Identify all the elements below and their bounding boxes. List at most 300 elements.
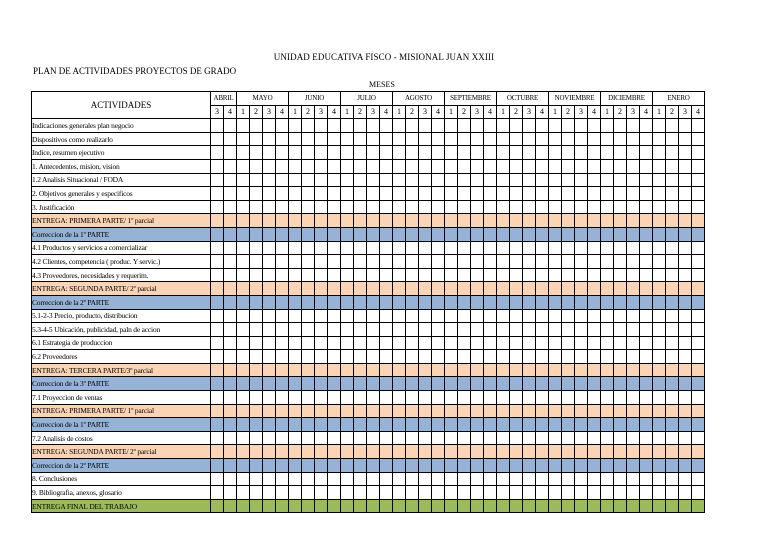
schedule-cell bbox=[588, 200, 601, 214]
schedule-cell bbox=[419, 268, 432, 282]
schedule-cell bbox=[367, 173, 380, 187]
schedule-cell bbox=[419, 363, 432, 377]
schedule-cell bbox=[666, 486, 679, 500]
schedule-cell bbox=[263, 486, 276, 500]
schedule-cell bbox=[289, 241, 302, 255]
schedule-cell bbox=[393, 241, 406, 255]
schedule-cell bbox=[237, 499, 250, 513]
schedule-cell bbox=[224, 173, 237, 187]
schedule-cell bbox=[250, 499, 263, 513]
schedule-cell bbox=[666, 173, 679, 187]
schedule-cell bbox=[601, 309, 614, 323]
schedule-cell bbox=[354, 187, 367, 201]
schedule-cell bbox=[289, 418, 302, 432]
schedule-cell bbox=[575, 187, 588, 201]
schedule-cell bbox=[237, 159, 250, 173]
schedule-cell bbox=[328, 187, 341, 201]
month-header-abril: ABRIL bbox=[211, 92, 237, 106]
schedule-cell bbox=[341, 241, 354, 255]
schedule-cell bbox=[484, 119, 497, 133]
schedule-cell bbox=[289, 187, 302, 201]
schedule-cell bbox=[471, 255, 484, 269]
schedule-cell bbox=[367, 227, 380, 241]
schedule-cell bbox=[302, 404, 315, 418]
schedule-cell bbox=[601, 404, 614, 418]
schedule-cell bbox=[575, 323, 588, 337]
schedule-cell bbox=[354, 445, 367, 459]
schedule-cell bbox=[653, 132, 666, 146]
schedule-cell bbox=[406, 418, 419, 432]
schedule-cell bbox=[302, 350, 315, 364]
schedule-cell bbox=[653, 431, 666, 445]
schedule-cell bbox=[692, 391, 705, 405]
schedule-cell bbox=[510, 187, 523, 201]
schedule-cell bbox=[224, 159, 237, 173]
schedule-cell bbox=[497, 173, 510, 187]
schedule-cell bbox=[406, 309, 419, 323]
schedule-cell bbox=[497, 472, 510, 486]
schedule-cell bbox=[393, 268, 406, 282]
schedule-cell bbox=[341, 472, 354, 486]
activity-row-entrega bbox=[32, 445, 705, 459]
schedule-cell bbox=[497, 146, 510, 160]
schedule-cell bbox=[341, 499, 354, 513]
schedule-cell bbox=[549, 187, 562, 201]
schedule-cell bbox=[302, 377, 315, 391]
schedule-cell bbox=[458, 431, 471, 445]
schedule-cell bbox=[653, 445, 666, 459]
schedule-cell bbox=[575, 499, 588, 513]
schedule-cell bbox=[601, 146, 614, 160]
schedule-cell bbox=[536, 404, 549, 418]
schedule-cell bbox=[328, 391, 341, 405]
schedule-cell bbox=[549, 363, 562, 377]
activity-row-normal bbox=[32, 255, 705, 269]
schedule-cell bbox=[471, 418, 484, 432]
schedule-cell bbox=[471, 486, 484, 500]
schedule-cell bbox=[302, 241, 315, 255]
schedule-cell bbox=[445, 363, 458, 377]
schedule-cell bbox=[653, 323, 666, 337]
schedule-cell bbox=[679, 309, 692, 323]
schedule-cell bbox=[549, 459, 562, 473]
schedule-cell bbox=[614, 418, 627, 432]
schedule-cell bbox=[354, 377, 367, 391]
schedule-cell bbox=[679, 255, 692, 269]
schedule-cell bbox=[666, 227, 679, 241]
schedule-cell bbox=[679, 431, 692, 445]
schedule-cell bbox=[406, 241, 419, 255]
schedule-cell bbox=[653, 227, 666, 241]
week-number: 4 bbox=[276, 105, 289, 119]
schedule-cell bbox=[224, 146, 237, 160]
schedule-cell bbox=[562, 282, 575, 296]
schedule-cell bbox=[458, 159, 471, 173]
schedule-cell bbox=[679, 350, 692, 364]
schedule-cell bbox=[393, 499, 406, 513]
activity-label: 4.1 Productos y servicios a comercializar bbox=[32, 241, 211, 255]
schedule-cell bbox=[419, 119, 432, 133]
month-header-row bbox=[32, 92, 705, 106]
schedule-cell bbox=[536, 418, 549, 432]
schedule-cell bbox=[523, 404, 536, 418]
schedule-cell bbox=[549, 309, 562, 323]
schedule-cell bbox=[367, 241, 380, 255]
schedule-cell bbox=[458, 309, 471, 323]
schedule-cell bbox=[640, 132, 653, 146]
schedule-cell bbox=[367, 268, 380, 282]
schedule-cell bbox=[250, 472, 263, 486]
schedule-cell bbox=[679, 445, 692, 459]
schedule-cell bbox=[549, 132, 562, 146]
schedule-cell bbox=[497, 459, 510, 473]
schedule-cell bbox=[471, 146, 484, 160]
schedule-cell bbox=[575, 472, 588, 486]
schedule-cell bbox=[471, 241, 484, 255]
schedule-cell bbox=[614, 472, 627, 486]
schedule-cell bbox=[419, 418, 432, 432]
schedule-cell bbox=[458, 445, 471, 459]
schedule-cell bbox=[653, 459, 666, 473]
schedule-cell bbox=[237, 363, 250, 377]
schedule-cell bbox=[354, 132, 367, 146]
schedule-cell bbox=[276, 187, 289, 201]
schedule-cell bbox=[393, 404, 406, 418]
schedule-cell bbox=[640, 200, 653, 214]
week-number: 2 bbox=[302, 105, 315, 119]
schedule-cell bbox=[458, 472, 471, 486]
week-number: 1 bbox=[237, 105, 250, 119]
activity-label: 8. Conclusiones bbox=[32, 472, 211, 486]
schedule-cell bbox=[302, 445, 315, 459]
schedule-cell bbox=[276, 227, 289, 241]
schedule-cell bbox=[380, 309, 393, 323]
schedule-cell bbox=[237, 377, 250, 391]
schedule-cell bbox=[237, 119, 250, 133]
schedule-cell bbox=[432, 377, 445, 391]
schedule-cell bbox=[575, 336, 588, 350]
schedule-cell bbox=[510, 431, 523, 445]
schedule-cell bbox=[601, 187, 614, 201]
schedule-cell bbox=[263, 255, 276, 269]
schedule-cell bbox=[341, 391, 354, 405]
activity-label: 3. Justificación bbox=[32, 200, 211, 214]
schedule-cell bbox=[666, 214, 679, 228]
schedule-cell bbox=[276, 459, 289, 473]
schedule-cell bbox=[315, 445, 328, 459]
schedule-cell bbox=[549, 255, 562, 269]
schedule-cell bbox=[497, 309, 510, 323]
schedule-cell bbox=[484, 282, 497, 296]
schedule-cell bbox=[627, 159, 640, 173]
schedule-cell bbox=[601, 499, 614, 513]
schedule-cell bbox=[679, 173, 692, 187]
schedule-cell bbox=[250, 159, 263, 173]
schedule-cell bbox=[536, 119, 549, 133]
schedule-cell bbox=[458, 336, 471, 350]
schedule-cell bbox=[692, 255, 705, 269]
schedule-cell bbox=[510, 309, 523, 323]
schedule-cell bbox=[419, 499, 432, 513]
schedule-cell bbox=[393, 445, 406, 459]
schedule-cell bbox=[289, 391, 302, 405]
schedule-cell bbox=[523, 336, 536, 350]
schedule-cell bbox=[315, 268, 328, 282]
schedule-cell bbox=[276, 486, 289, 500]
schedule-cell bbox=[328, 350, 341, 364]
schedule-cell bbox=[549, 404, 562, 418]
schedule-cell bbox=[393, 159, 406, 173]
schedule-cell bbox=[666, 472, 679, 486]
schedule-cell bbox=[536, 268, 549, 282]
schedule-cell bbox=[276, 336, 289, 350]
month-header-julio: JULIO bbox=[341, 92, 393, 106]
schedule-cell bbox=[497, 268, 510, 282]
schedule-cell bbox=[432, 295, 445, 309]
schedule-cell bbox=[627, 499, 640, 513]
week-number: 4 bbox=[692, 105, 705, 119]
schedule-cell bbox=[562, 214, 575, 228]
activity-label: 9. Bibliografia, anexos, glosario bbox=[32, 486, 211, 500]
schedule-cell bbox=[302, 486, 315, 500]
schedule-cell bbox=[549, 499, 562, 513]
schedule-cell bbox=[393, 486, 406, 500]
schedule-cell bbox=[692, 146, 705, 160]
schedule-cell bbox=[224, 282, 237, 296]
activity-label: 5.1-2-3 Precio, producto, distribucion bbox=[32, 309, 211, 323]
schedule-cell bbox=[640, 418, 653, 432]
schedule-cell bbox=[484, 309, 497, 323]
schedule-cell bbox=[497, 323, 510, 337]
schedule-cell bbox=[679, 459, 692, 473]
schedule-cell bbox=[497, 132, 510, 146]
schedule-cell bbox=[354, 309, 367, 323]
schedule-cell bbox=[679, 227, 692, 241]
schedule-cell bbox=[484, 159, 497, 173]
schedule-cell bbox=[588, 323, 601, 337]
week-number: 4 bbox=[588, 105, 601, 119]
schedule-cell bbox=[679, 146, 692, 160]
schedule-cell bbox=[666, 159, 679, 173]
schedule-cell bbox=[562, 336, 575, 350]
schedule-cell bbox=[653, 187, 666, 201]
schedule-cell bbox=[679, 119, 692, 133]
schedule-cell bbox=[640, 486, 653, 500]
schedule-cell bbox=[640, 159, 653, 173]
schedule-cell bbox=[588, 472, 601, 486]
schedule-cell bbox=[640, 499, 653, 513]
schedule-cell bbox=[458, 268, 471, 282]
schedule-cell bbox=[380, 146, 393, 160]
schedule-cell bbox=[627, 200, 640, 214]
schedule-cell bbox=[640, 363, 653, 377]
schedule-cell bbox=[445, 377, 458, 391]
schedule-cell bbox=[679, 499, 692, 513]
schedule-cell bbox=[562, 486, 575, 500]
schedule-cell bbox=[679, 132, 692, 146]
schedule-cell bbox=[393, 187, 406, 201]
schedule-cell bbox=[289, 472, 302, 486]
schedule-cell bbox=[328, 472, 341, 486]
schedule-cell bbox=[367, 159, 380, 173]
schedule-cell bbox=[354, 214, 367, 228]
schedule-cell bbox=[614, 295, 627, 309]
schedule-cell bbox=[328, 459, 341, 473]
schedule-cell bbox=[393, 431, 406, 445]
week-number: 3 bbox=[627, 105, 640, 119]
schedule-cell bbox=[211, 119, 224, 133]
schedule-cell bbox=[211, 472, 224, 486]
activity-label: Correccion de la 1º PARTE bbox=[32, 418, 211, 432]
schedule-cell bbox=[692, 377, 705, 391]
schedule-cell bbox=[406, 200, 419, 214]
schedule-cell bbox=[237, 241, 250, 255]
schedule-cell bbox=[575, 119, 588, 133]
schedule-cell bbox=[640, 472, 653, 486]
schedule-cell bbox=[666, 309, 679, 323]
schedule-cell bbox=[445, 214, 458, 228]
schedule-cell bbox=[432, 309, 445, 323]
schedule-cell bbox=[614, 499, 627, 513]
schedule-cell bbox=[692, 445, 705, 459]
schedule-cell bbox=[432, 173, 445, 187]
schedule-cell bbox=[627, 350, 640, 364]
schedule-cell bbox=[250, 132, 263, 146]
schedule-cell bbox=[354, 472, 367, 486]
schedule-cell bbox=[393, 214, 406, 228]
schedule-cell bbox=[367, 295, 380, 309]
schedule-cell bbox=[562, 309, 575, 323]
schedule-cell bbox=[393, 146, 406, 160]
schedule-cell bbox=[263, 418, 276, 432]
schedule-cell bbox=[549, 418, 562, 432]
schedule-cell bbox=[354, 350, 367, 364]
activity-row-normal bbox=[32, 187, 705, 201]
week-number: 4 bbox=[640, 105, 653, 119]
schedule-cell bbox=[393, 282, 406, 296]
schedule-cell bbox=[497, 159, 510, 173]
schedule-cell bbox=[614, 377, 627, 391]
schedule-cell bbox=[523, 119, 536, 133]
schedule-cell bbox=[445, 418, 458, 432]
schedule-cell bbox=[432, 200, 445, 214]
schedule-cell bbox=[276, 159, 289, 173]
schedule-cell bbox=[601, 173, 614, 187]
schedule-cell bbox=[666, 282, 679, 296]
schedule-cell bbox=[679, 159, 692, 173]
schedule-cell bbox=[328, 377, 341, 391]
schedule-cell bbox=[445, 431, 458, 445]
schedule-cell bbox=[432, 336, 445, 350]
schedule-cell bbox=[341, 486, 354, 500]
schedule-cell bbox=[380, 255, 393, 269]
schedule-cell bbox=[445, 282, 458, 296]
schedule-cell bbox=[432, 119, 445, 133]
schedule-cell bbox=[328, 404, 341, 418]
schedule-cell bbox=[211, 159, 224, 173]
schedule-cell bbox=[393, 336, 406, 350]
schedule-cell bbox=[432, 486, 445, 500]
schedule-cell bbox=[484, 445, 497, 459]
schedule-cell bbox=[536, 309, 549, 323]
schedule-cell bbox=[315, 187, 328, 201]
schedule-cell bbox=[666, 499, 679, 513]
schedule-cell bbox=[224, 445, 237, 459]
schedule-cell bbox=[575, 309, 588, 323]
schedule-cell bbox=[653, 159, 666, 173]
activity-label: Indice, resumen ejecutivo bbox=[32, 146, 211, 160]
schedule-cell bbox=[640, 336, 653, 350]
schedule-cell bbox=[510, 227, 523, 241]
schedule-cell bbox=[575, 214, 588, 228]
schedule-cell bbox=[536, 363, 549, 377]
schedule-cell bbox=[653, 119, 666, 133]
schedule-cell bbox=[523, 323, 536, 337]
schedule-cell bbox=[536, 146, 549, 160]
schedule-cell bbox=[237, 214, 250, 228]
schedule-cell bbox=[692, 227, 705, 241]
schedule-cell bbox=[536, 282, 549, 296]
month-header-octubre: OCTUBRE bbox=[497, 92, 549, 106]
schedule-cell bbox=[224, 268, 237, 282]
schedule-cell bbox=[640, 377, 653, 391]
schedule-cell bbox=[315, 214, 328, 228]
schedule-cell bbox=[614, 173, 627, 187]
schedule-cell bbox=[484, 499, 497, 513]
schedule-cell bbox=[406, 499, 419, 513]
schedule-cell bbox=[276, 282, 289, 296]
schedule-cell bbox=[575, 295, 588, 309]
schedule-cell bbox=[588, 459, 601, 473]
schedule-cell bbox=[432, 159, 445, 173]
schedule-cell bbox=[250, 214, 263, 228]
schedule-cell bbox=[497, 200, 510, 214]
week-number: 3 bbox=[315, 105, 328, 119]
activities-header: ACTIVIDADES bbox=[32, 92, 211, 119]
schedule-cell bbox=[341, 173, 354, 187]
schedule-cell bbox=[367, 214, 380, 228]
schedule-cell bbox=[497, 227, 510, 241]
schedule-cell bbox=[575, 159, 588, 173]
schedule-cell bbox=[380, 187, 393, 201]
schedule-cell bbox=[692, 459, 705, 473]
meses-label: MESES bbox=[369, 80, 395, 89]
schedule-cell bbox=[315, 227, 328, 241]
schedule-cell bbox=[419, 431, 432, 445]
schedule-cell bbox=[588, 309, 601, 323]
schedule-cell bbox=[666, 268, 679, 282]
schedule-cell bbox=[224, 309, 237, 323]
schedule-cell bbox=[211, 282, 224, 296]
schedule-cell bbox=[536, 377, 549, 391]
schedule-cell bbox=[289, 159, 302, 173]
schedule-cell bbox=[341, 255, 354, 269]
schedule-cell bbox=[432, 187, 445, 201]
schedule-cell bbox=[419, 445, 432, 459]
schedule-cell bbox=[367, 132, 380, 146]
schedule-cell bbox=[289, 404, 302, 418]
activity-label: ENTREGA: SEGUNDA PARTE/ 2º parcial bbox=[32, 445, 211, 459]
schedule-cell bbox=[224, 391, 237, 405]
schedule-cell bbox=[458, 241, 471, 255]
schedule-cell bbox=[211, 295, 224, 309]
schedule-cell bbox=[263, 323, 276, 337]
schedule-cell bbox=[523, 146, 536, 160]
schedule-cell bbox=[224, 187, 237, 201]
schedule-cell bbox=[315, 159, 328, 173]
schedule-cell bbox=[250, 431, 263, 445]
schedule-cell bbox=[640, 295, 653, 309]
